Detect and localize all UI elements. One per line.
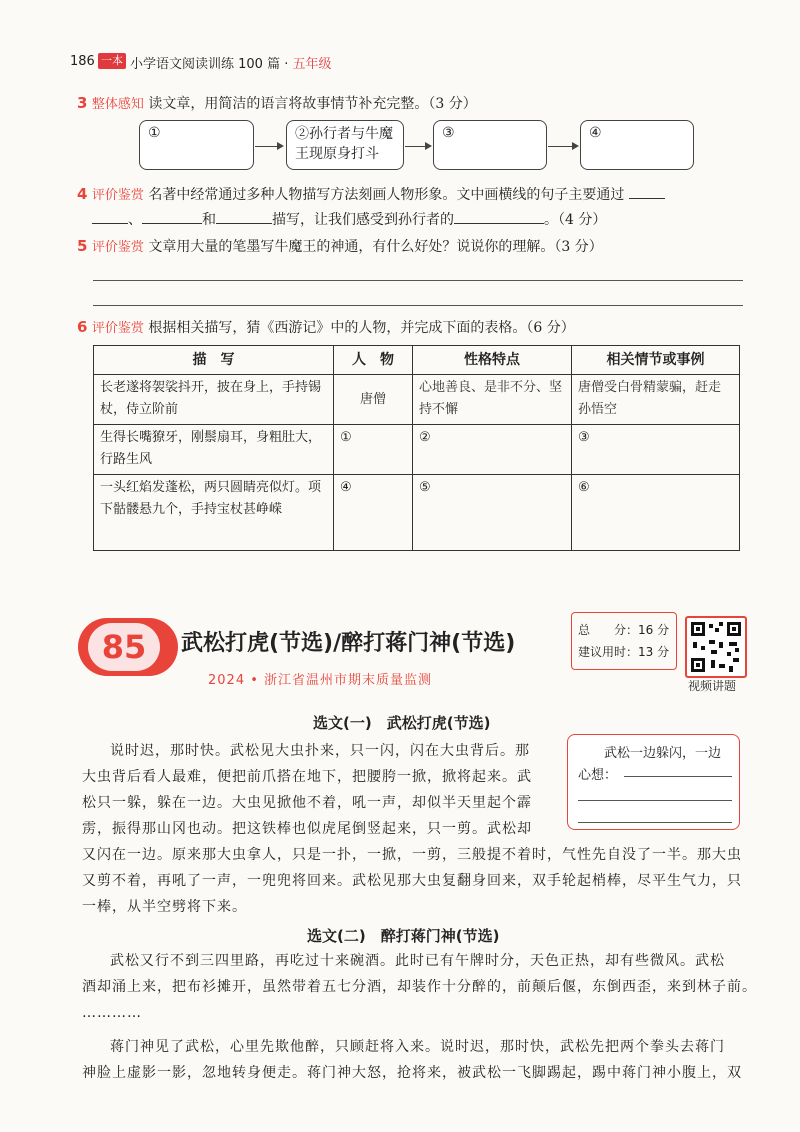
character-table — [93, 345, 740, 551]
question-tag: 整体感知 — [91, 97, 144, 112]
and-text: 和 — [202, 212, 216, 228]
lesson-number: 85 — [88, 623, 160, 671]
book-logo: 一本 — [98, 53, 126, 69]
page-number: 186 — [70, 54, 95, 69]
selection-1-text — [82, 738, 562, 842]
answer-blank[interactable] — [629, 184, 665, 199]
table-header: 性格特点 — [413, 346, 572, 375]
annotation-prompt: 武松一边躲闪，一边心想： — [578, 746, 722, 783]
question-4-cont — [92, 209, 606, 231]
table-header: 描 写 — [94, 346, 334, 375]
table-header: 相关情节或事例 — [572, 346, 740, 375]
plot-box-1[interactable]: ① — [139, 120, 254, 170]
text-line: 松只一躲，躲在一边。大虫见掀他不着，吼一声，却似半天里起个霹 — [82, 795, 532, 811]
question-text: 文章用大量的笔墨写牛魔王的神通，有什么好处？说说你的理解。（3 分） — [148, 239, 603, 255]
total-score — [578, 619, 670, 641]
table-cell: 生得长嘴獠牙，刚鬃扇耳，身粗肚大，行路生风 — [94, 425, 334, 475]
answer-blank[interactable] — [216, 209, 272, 224]
table-row — [94, 475, 740, 551]
table-cell: 长老遂将袈裟抖开，披在身上，手持锡杖，侍立阶前 — [94, 375, 334, 425]
answer-blank[interactable] — [142, 209, 202, 224]
question-tag: 评价鉴赏 — [91, 188, 144, 203]
table-cell[interactable]: ⑤ — [413, 475, 572, 551]
plot-box-2: ②孙行者与牛魔王现原身打斗 — [286, 120, 404, 170]
separator-text: 、 — [128, 212, 142, 228]
lesson-title: 武松打虎(节选)/醉打蒋门神(节选) — [181, 631, 516, 656]
question-tag: 评价鉴赏 — [91, 240, 144, 255]
table-cell: 心地善良、是非不分、坚持不懈 — [413, 375, 572, 425]
total-value: 16 分 — [638, 623, 670, 637]
book-title-text: 小学语文阅读训练 100 篇 · — [130, 57, 293, 72]
answer-line[interactable] — [93, 280, 743, 281]
selection-2-text — [82, 948, 762, 1086]
table-cell[interactable]: ④ — [334, 475, 413, 551]
time-label: 建议用时： — [578, 645, 639, 659]
text-line: 又闪在一边。原来那大虫拿人，只是一扑，一掀，一剪，三般提不着时，气性先自没了一半。那大虫 — [82, 847, 742, 863]
question-score: 。（4 分） — [544, 212, 607, 228]
ellipsis: ………… — [82, 1005, 142, 1021]
plot-box-4[interactable]: ④ — [580, 120, 694, 170]
text-line: 武松又行不到三四里路，再吃过十来碗酒。此时已有午牌时分，天色正热，却有些微风。武松 — [110, 953, 725, 969]
grade-label: 五年级 — [292, 57, 332, 72]
question-number: 5 — [77, 237, 88, 255]
plot-box-3[interactable]: ③ — [433, 120, 547, 170]
table-cell[interactable]: ① — [334, 425, 413, 475]
table-cell: 一头红焰发蓬松，两只圆睛亮似灯。项下骷髅悬九个，手持宝杖甚峥嵘 — [94, 475, 334, 551]
question-5 — [77, 235, 603, 259]
suggested-time — [578, 641, 670, 663]
question-text: 读文章，用简洁的语言将故事情节补充完整。（3 分） — [148, 96, 477, 112]
table-header: 人 物 — [334, 346, 413, 375]
question-text: 根据相关描写，猜《西游记》中的人物，并完成下面的表格。（6 分） — [148, 320, 575, 336]
text-line: 说时迟，那时快。武松见大虫扑来，只一闪，闪在大虫背后。那 — [110, 743, 530, 759]
text-line: 又剪不着，再吼了一声，一兜兜将回来。武松见那大虫复翻身回来，双手轮起梢棒，尽平生气力，只 — [82, 873, 742, 889]
question-6 — [77, 316, 575, 340]
arrow-line — [548, 146, 572, 147]
table-cell[interactable]: ⑥ — [572, 475, 740, 551]
video-label[interactable]: 视频讲题 — [688, 679, 737, 693]
table-row — [94, 425, 740, 475]
table-cell: 唐僧 — [334, 375, 413, 425]
lesson-source: 2024 • 浙江省温州市期末质量监测 — [208, 673, 433, 688]
table-cell[interactable]: ③ — [572, 425, 740, 475]
text-line: 酒却涌上来，把布衫摊开，虽然带着五七分酒，却装作十分醉的，前颠后偃，东倒西歪，来到林子前。 — [82, 979, 757, 995]
question-number: 3 — [77, 94, 88, 112]
arrow-right-icon — [277, 142, 284, 150]
annotation-box — [567, 734, 740, 830]
answer-line[interactable] — [578, 822, 732, 823]
qr-code-icon[interactable] — [685, 616, 747, 678]
answer-blank[interactable] — [92, 209, 128, 224]
text-line: 雳，振得那山冈也动。把这铁棒也似虎尾倒竖起来，只一剪。武松却 — [82, 821, 532, 837]
question-text: 描写，让我们感受到孙行者的 — [272, 212, 454, 228]
arrow-line — [255, 146, 277, 147]
arrow-right-icon — [572, 142, 579, 150]
selection-1-text-cont — [82, 842, 752, 920]
question-number: 4 — [77, 185, 88, 203]
table-header-row — [94, 346, 740, 375]
question-4 — [77, 183, 747, 207]
answer-line[interactable] — [578, 800, 732, 801]
table-cell: 唐僧受白骨精蒙骗，赶走孙悟空 — [572, 375, 740, 425]
arrow-line — [405, 146, 425, 147]
selection-2-title: 选文(二) 醉打蒋门神(节选) — [307, 927, 500, 945]
answer-line[interactable] — [93, 305, 743, 306]
selection-1-title: 选文(一) 武松打虎(节选) — [313, 714, 491, 732]
question-number: 6 — [77, 318, 88, 336]
total-label: 总 分： — [578, 623, 639, 637]
text-line: 大虫背后看人最难，便把前爪搭在地下，把腰胯一掀，掀将起来。武 — [82, 769, 532, 785]
book-title — [130, 53, 332, 72]
text-line: 神脸上虚影一影，忽地转身便走。蒋门神大怒，抢将来，被武松一飞脚踢起，踢中蒋门神小腹上，双 — [82, 1065, 742, 1081]
table-row — [94, 375, 740, 425]
question-3 — [77, 92, 477, 116]
text-line: 蒋门神见了武松，心里先欺他醉，只顾赶将入来。说时迟，那时快，武松先把两个拳头去蒋门 — [110, 1039, 725, 1055]
lesson-info — [571, 612, 677, 670]
text-line: 一棒，从半空劈将下来。 — [82, 899, 247, 915]
answer-line[interactable] — [624, 776, 732, 777]
answer-blank[interactable] — [454, 209, 544, 224]
arrow-right-icon — [425, 142, 432, 150]
time-value: 13 分 — [638, 645, 670, 659]
table-cell[interactable]: ② — [413, 425, 572, 475]
question-tag: 评价鉴赏 — [91, 321, 144, 336]
question-text: 名著中经常通过多种人物描写方法刻画人物形象。文中画横线的句子主要通过 — [148, 187, 625, 203]
